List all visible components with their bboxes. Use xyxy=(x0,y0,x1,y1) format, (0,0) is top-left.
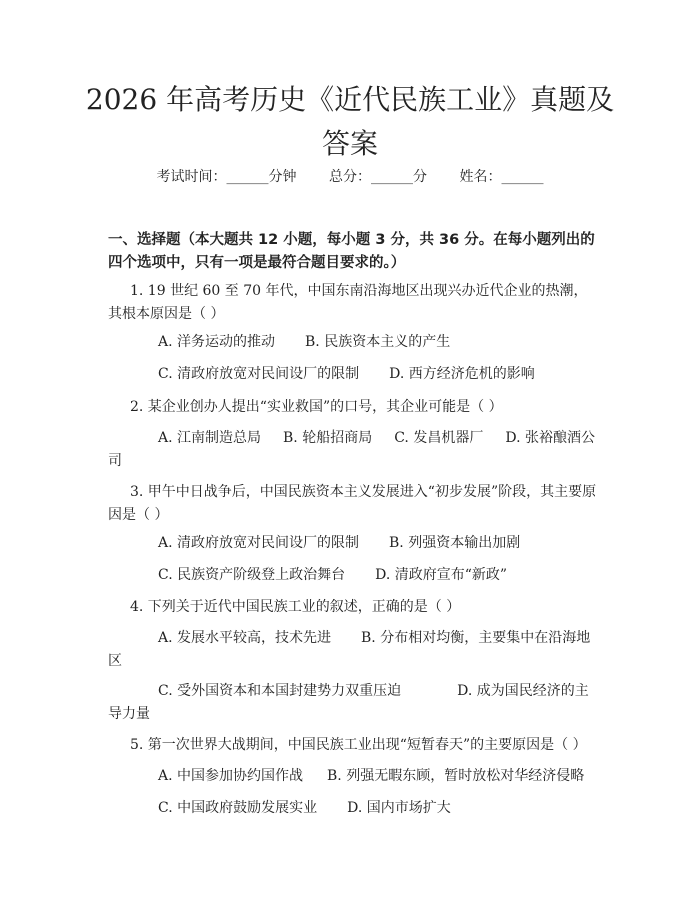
total-score: 总分：______分 xyxy=(329,169,427,185)
question-3-option-a: A. 清政府放宽对民间设厂的限制 xyxy=(158,535,360,551)
question-2-stem: 2. 某企业创办人提出“实业救国”的口号，其企业可能是（ ） xyxy=(130,399,503,415)
question-5-option-b: B. 列强无暇东顾，暂时放松对华经济侵略 xyxy=(327,768,585,784)
question-2-option-a: A. 江南制造总局 xyxy=(158,430,262,446)
question-1-option-a: A. 洋务运动的推动 xyxy=(158,334,276,350)
student-name: 姓名：______ xyxy=(459,169,544,185)
question-2-options-row-1 xyxy=(108,427,598,473)
question-1-options-row-2 xyxy=(108,363,598,386)
question-4-option-d: D. 成为国民经济的主导力量 xyxy=(108,683,589,722)
question-4-option-a: A. 发展水平较高，技术先进 xyxy=(158,630,332,646)
question-5-stem: 5. 第一次世界大战期间，中国民族工业出现“短暂春天”的主要原因是（ ） xyxy=(130,737,587,753)
exam-time: 考试时间：______分钟 xyxy=(156,169,297,185)
question-4-option-b: B. 分布相对均衡，主要集中在沿海地区 xyxy=(108,630,591,669)
question-1-option-b: B. 民族资本主义的产生 xyxy=(305,334,451,350)
question-3-options-row-1 xyxy=(108,532,598,555)
question-2-option-c: C. 发昌机器厂 xyxy=(394,430,484,446)
question-4-options-row-1 xyxy=(108,627,598,673)
question-5-option-c: C. 中国政府鼓励发展实业 xyxy=(158,800,318,816)
question-2-option-b: B. 轮船招商局 xyxy=(283,430,373,446)
question-2-option-d: D. 张裕酿酒公司 xyxy=(108,430,595,469)
question-3-option-b: B. 列强资本输出加剧 xyxy=(389,535,521,551)
question-1-option-d: D. 西方经济危机的影响 xyxy=(389,366,535,382)
question-1-stem: 1. 19 世纪 60 至 70 年代，中国东南沿海地区出现兴办近代企业的热潮，其根本原因是（ ） xyxy=(108,283,588,322)
question-3-option-c: C. 民族资产阶级登上政治舞台 xyxy=(158,567,346,583)
exam-info xyxy=(0,167,700,187)
question-1-option-c: C. 清政府放宽对民间设厂的限制 xyxy=(158,366,360,382)
question-5-option-a: A. 中国参加协约国作战 xyxy=(158,768,304,784)
question-4-options-row-2 xyxy=(108,680,598,726)
question-4-stem: 4. 下列关于近代中国民族工业的叙述，正确的是（ ） xyxy=(130,599,461,615)
question-1-options-row-1 xyxy=(108,331,598,354)
question-5-option-d: D. 国内市场扩大 xyxy=(347,800,451,816)
question-3-option-d: D. 清政府宣布“新政” xyxy=(375,567,508,583)
question-3-options-row-2 xyxy=(108,564,598,587)
question-5-options-row-1 xyxy=(108,765,598,788)
question-3-stem: 3. 甲午中日战争后，中国民族资本主义发展进入“初步发展”阶段，其主要原因是（ ） xyxy=(108,484,597,523)
question-4-option-c: C. 受外国资本和本国封建势力双重压迫 xyxy=(158,683,402,699)
question-5-options-row-2 xyxy=(108,797,598,820)
section-heading: 一、选择题（本大题共 12 小题，每小题 3 分，共 36 分。在每小题列出的四个选项中，只有一项是最符合题目要求的。） xyxy=(108,232,595,271)
page-title: 2026 年高考历史《近代民族工业》真题及答案 xyxy=(85,83,615,160)
